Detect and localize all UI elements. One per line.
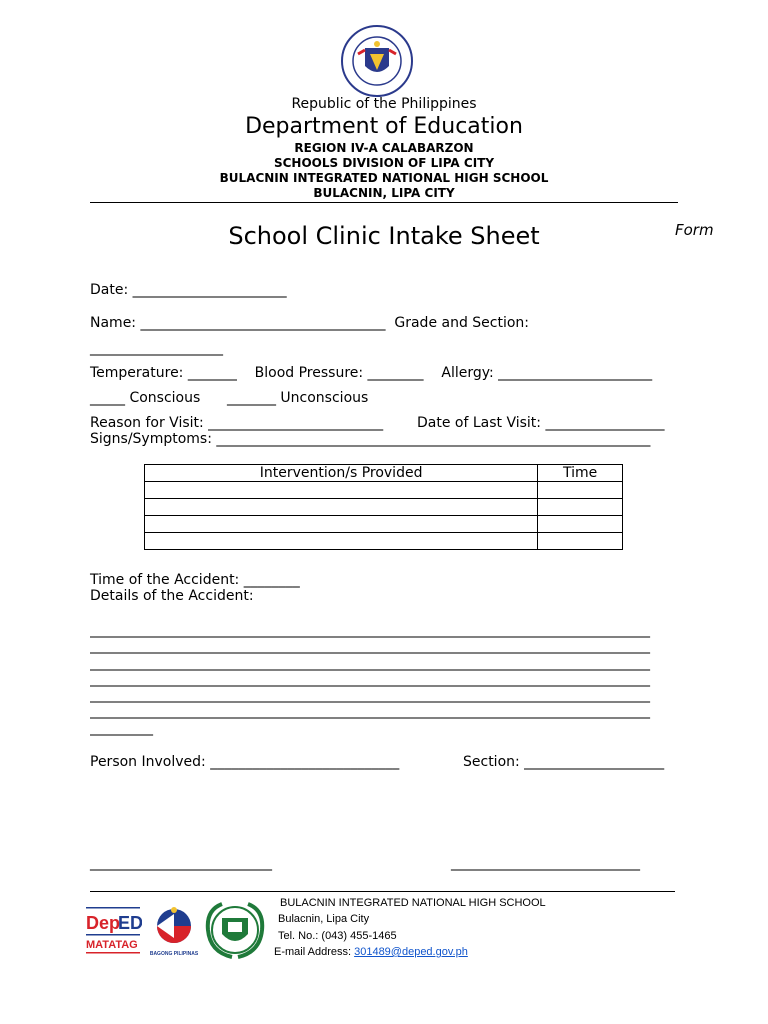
footer-tel: Tel. No.: (043) 455-1465 [278, 930, 397, 942]
division-line: SCHOOLS DIVISION OF LIPA CITY [273, 156, 495, 170]
table-row [145, 533, 623, 550]
bagong-pilipinas-logo [148, 904, 200, 958]
school-seal-logo [202, 900, 268, 960]
vitals-field[interactable]: Temperature: _______ Blood Pressure: ________ Allergy: ______________________ [90, 365, 653, 381]
details-line[interactable]: ________________________________________________________________________________ [90, 622, 650, 638]
details-line[interactable]: _________ [90, 719, 153, 736]
svg-text:BAGONG PILIPINAS: BAGONG PILIPINAS [149, 951, 199, 957]
address-line: BULACNIN, LIPA CITY [313, 186, 455, 200]
region-line: REGION IV-A CALABARZON [294, 141, 474, 155]
table-row [145, 499, 623, 516]
table-cell[interactable] [538, 516, 623, 533]
accident-details-lines[interactable] [90, 622, 690, 736]
accident-time-field[interactable]: Time of the Accident: ________ [90, 572, 300, 588]
footer-school: BULACNIN INTEGRATED NATIONAL HIGH SCHOOL [280, 897, 546, 909]
details-line[interactable]: ________________________________________________________________________________ [90, 687, 650, 704]
form-title: School Clinic Intake Sheet [228, 222, 540, 250]
footer-location: Bulacnin, Lipa City [278, 913, 370, 925]
footer-email-link[interactable]: 301489@deped.gov.ph [354, 946, 468, 958]
footer-email [274, 946, 468, 958]
svg-text:MATATAG: MATATAG [86, 939, 138, 951]
details-line[interactable]: ________________________________________________________________________________ [90, 670, 650, 687]
details-line[interactable]: ________________________________________________________________________________ [90, 654, 650, 671]
details-line[interactable]: ________________________________________________________________________________ [90, 638, 650, 655]
table-cell[interactable] [538, 499, 623, 516]
table-cell[interactable] [145, 482, 538, 499]
table-row [145, 516, 623, 533]
svg-text:ED: ED [118, 913, 142, 933]
person-involved-field[interactable]: Person Involved: ___________________________ [90, 754, 400, 770]
school-line: BULACNIN INTEGRATED NATIONAL HIGH SCHOOL [219, 171, 549, 185]
details-line[interactable]: ________________________________________________________________________________ [90, 703, 650, 720]
last-visit-field[interactable]: Date of Last Visit: _________________ [417, 415, 665, 431]
date-field[interactable]: Date: ______________________ [90, 282, 287, 298]
form-tag: Form [675, 221, 714, 239]
reason-field[interactable]: Reason for Visit: _________________________ [90, 415, 384, 431]
table-header-intervention: Intervention/s Provided [145, 465, 538, 482]
table-cell[interactable] [145, 499, 538, 516]
republic-line: Republic of the Philippines [291, 96, 477, 112]
deped-matatag-logo [84, 905, 142, 959]
grade-section-field[interactable]: ___________________ [90, 340, 223, 356]
section-field[interactable]: Section: ____________________ [463, 754, 665, 770]
department-title: Department of Education [245, 114, 523, 139]
table-header-time: Time [538, 465, 623, 482]
footer-divider [90, 891, 675, 892]
svg-text:Dep: Dep [86, 913, 121, 933]
accident-details-label: Details of the Accident: [90, 588, 254, 604]
signature-line-right[interactable]: ___________________________ [451, 855, 640, 871]
conscious-field[interactable]: _____ Conscious _______ Unconscious [90, 390, 369, 406]
signature-line-left[interactable]: __________________________ [90, 855, 272, 871]
footer-email-label: E-mail Address: [274, 946, 355, 958]
table-cell[interactable] [145, 516, 538, 533]
header-divider [90, 202, 678, 203]
table-cell[interactable] [538, 482, 623, 499]
table-cell[interactable] [145, 533, 538, 550]
table-row [145, 482, 623, 499]
name-field[interactable]: Name: ___________________________________ Grade and Section: [90, 315, 530, 331]
intervention-table [144, 464, 623, 550]
signs-field[interactable]: Signs/Symptoms: ______________________________________________________________ [90, 431, 651, 447]
deped-seal [340, 24, 414, 98]
table-cell[interactable] [538, 533, 623, 550]
